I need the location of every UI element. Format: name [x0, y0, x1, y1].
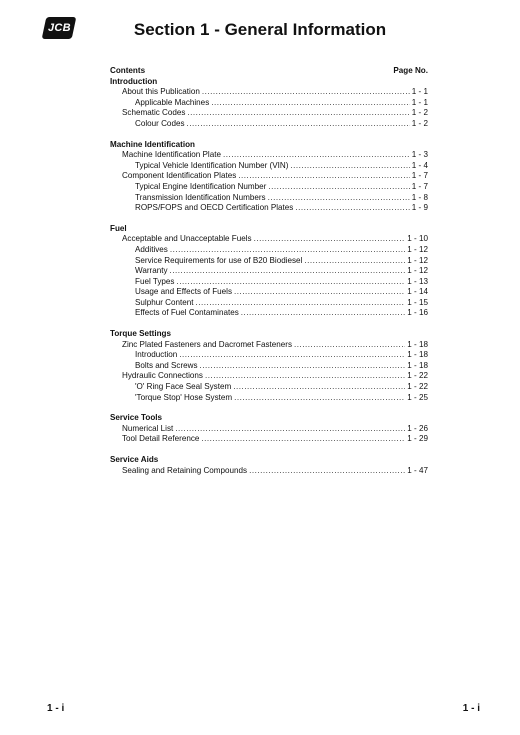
contents-label: Contents	[110, 66, 146, 75]
toc-entry-title: Colour Codes	[135, 118, 185, 128]
toc-dot-leader	[223, 150, 410, 161]
toc-entry[interactable]	[110, 171, 428, 182]
toc-dot-leader	[295, 203, 409, 214]
toc-entry[interactable]	[110, 266, 428, 277]
toc-sections	[110, 77, 428, 477]
toc-dot-leader	[202, 87, 410, 98]
toc-entry[interactable]	[110, 98, 428, 109]
toc-entry-page: 1 - 12	[407, 244, 428, 254]
toc-entry-page: 1 - 10	[407, 234, 428, 244]
toc-entry[interactable]	[110, 340, 428, 351]
toc-dot-leader	[187, 108, 409, 119]
toc-entry-page: 1 - 18	[407, 339, 428, 349]
toc-entry[interactable]	[110, 308, 428, 319]
toc-entry-page: 1 - 12	[407, 255, 428, 265]
footer-page-number-right: 1 - i	[462, 703, 480, 714]
toc-entry-page: 1 - 4	[411, 160, 428, 170]
toc-entry[interactable]	[110, 119, 428, 130]
toc-entry-title: Service Requirements for use of B20 Biodiesel	[135, 255, 303, 265]
toc-section-title: Torque Settings	[110, 329, 172, 339]
toc-entry[interactable]	[110, 87, 428, 98]
toc-entry[interactable]	[110, 298, 428, 309]
toc-dot-leader	[205, 371, 405, 382]
toc-entry-title: Tool Detail Reference	[122, 434, 200, 444]
toc-entry-title: Introduction	[135, 350, 178, 360]
toc-dot-leader	[238, 171, 410, 182]
toc-entry-title: Zinc Plated Fasteners and Dacromet Fasteners	[122, 339, 293, 349]
page-no-label: Page No.	[393, 66, 428, 75]
toc-entry[interactable]	[110, 277, 428, 288]
toc-entry-page: 1 - 7	[411, 181, 428, 191]
toc-entry[interactable]	[110, 245, 428, 256]
toc-entry[interactable]	[110, 108, 428, 119]
toc-dot-leader	[170, 245, 405, 256]
toc-section-title: Fuel	[110, 223, 127, 233]
toc-entry-title: Typical Vehicle Identification Number (VIN)	[135, 160, 289, 170]
toc-entry-page: 1 - 13	[407, 276, 428, 286]
toc-entry-title: Effects of Fuel Contaminates	[135, 308, 239, 318]
toc-entry-page: 1 - 47	[407, 465, 428, 475]
toc-dot-leader	[268, 182, 409, 193]
toc-entry-page: 1 - 29	[407, 434, 428, 444]
footer-page-number-left: 1 - i	[47, 703, 65, 714]
toc-entry-title: About this Publication	[122, 87, 200, 97]
toc-entry[interactable]	[110, 182, 428, 193]
toc-entry-page: 1 - 7	[411, 171, 428, 181]
toc-entry[interactable]	[110, 234, 428, 245]
toc-entry-title: Machine Identification Plate	[122, 150, 221, 160]
toc-entry[interactable]	[110, 361, 428, 372]
toc-entry-title: 'O' Ring Face Seal System	[135, 382, 232, 392]
toc-entry-page: 1 - 8	[411, 192, 428, 202]
toc-entry-title: Usage and Effects of Fuels	[135, 287, 233, 297]
toc-entry[interactable]	[110, 350, 428, 361]
toc-dot-leader	[234, 287, 405, 298]
toc-dot-leader	[241, 308, 406, 319]
toc-entry[interactable]	[110, 466, 428, 477]
toc-section	[110, 413, 428, 445]
toc-dot-leader	[268, 193, 410, 204]
page-title: Section 1 - General Information	[133, 20, 387, 39]
toc-entry-title: Sealing and Retaining Compounds	[122, 465, 248, 475]
toc-entry-page: 1 - 22	[407, 382, 428, 392]
toc-entry[interactable]	[110, 203, 428, 214]
toc-entry-page: 1 - 1	[411, 97, 428, 107]
toc-entry-page: 1 - 1	[411, 87, 428, 97]
toc-dot-leader	[170, 266, 406, 277]
toc-dot-leader	[179, 350, 405, 361]
toc-entry-title: Warranty	[135, 266, 168, 276]
toc-entry-title: Acceptable and Unacceptable Fuels	[122, 234, 252, 244]
toc-entry[interactable]	[110, 393, 428, 404]
toc-entry[interactable]	[110, 382, 428, 393]
toc-section	[110, 224, 428, 319]
toc-dot-leader	[294, 340, 405, 351]
toc-entry[interactable]	[110, 150, 428, 161]
toc-entry-title: 'Torque Stop' Hose System	[135, 392, 233, 402]
toc-section-title: Machine Identification	[110, 139, 195, 149]
toc-entry-page: 1 - 12	[407, 266, 428, 276]
toc-dot-leader	[254, 234, 406, 245]
toc-entry[interactable]	[110, 434, 428, 445]
toc-entry-title: Bolts and Screws	[135, 360, 198, 370]
toc-entry-title: Transmission Identification Numbers	[135, 192, 266, 202]
toc-dot-leader	[234, 393, 405, 404]
toc-entry[interactable]	[110, 256, 428, 267]
toc-section	[110, 77, 428, 130]
toc-dot-leader	[233, 382, 405, 393]
toc-entry-page: 1 - 2	[411, 108, 428, 118]
toc-section-title: Service Tools	[110, 413, 163, 423]
toc-entry-page: 1 - 18	[407, 360, 428, 370]
toc-entry[interactable]	[110, 193, 428, 204]
toc-entry-page: 1 - 3	[411, 150, 428, 160]
table-of-contents	[110, 66, 428, 476]
toc-entry-title: Typical Engine Identification Number	[135, 181, 267, 191]
toc-entry-page: 1 - 22	[407, 371, 428, 381]
toc-entry[interactable]	[110, 424, 428, 435]
toc-entry-page: 1 - 15	[407, 297, 428, 307]
toc-dot-leader	[290, 161, 409, 172]
toc-entry-page: 1 - 2	[411, 118, 428, 128]
toc-dot-leader	[304, 256, 405, 267]
toc-dot-leader	[249, 466, 405, 477]
toc-entry-title: Sulphur Content	[135, 297, 194, 307]
toc-dot-leader	[201, 434, 405, 445]
toc-section-title: Introduction	[110, 76, 158, 86]
toc-entry-title: Applicable Machines	[135, 97, 210, 107]
toc-dot-leader	[196, 298, 406, 309]
toc-dot-leader	[211, 98, 410, 109]
toc-section	[110, 329, 428, 403]
toc-dot-leader	[187, 119, 410, 130]
toc-entry-title: Numerical List	[122, 423, 174, 433]
toc-entry-page: 1 - 18	[407, 350, 428, 360]
toc-entry-page: 1 - 9	[411, 203, 428, 213]
toc-entry-title: Fuel Types	[135, 276, 175, 286]
toc-dot-leader	[176, 277, 405, 288]
toc-entry-title: ROPS/FOPS and OECD Certification Plates	[135, 203, 294, 213]
toc-entry[interactable]	[110, 161, 428, 172]
toc-entry-title: Hydraulic Connections	[122, 371, 203, 381]
toc-entry-page: 1 - 16	[407, 308, 428, 318]
toc-section-title: Service Aids	[110, 455, 159, 464]
toc-dot-leader	[175, 424, 405, 435]
toc-entry[interactable]	[110, 371, 428, 382]
toc-entry-title: Schematic Codes	[122, 108, 186, 118]
toc-entry-page: 1 - 14	[407, 287, 428, 297]
toc-header	[110, 66, 428, 77]
toc-entry-page: 1 - 25	[407, 392, 428, 402]
toc-entry[interactable]	[110, 287, 428, 298]
toc-dot-leader	[200, 361, 406, 372]
toc-section	[110, 455, 428, 476]
toc-entry-page: 1 - 26	[407, 423, 428, 433]
jcb-logo-text: JCB	[47, 22, 71, 34]
toc-entry-title: Additives	[135, 244, 168, 254]
toc-section	[110, 140, 428, 214]
toc-entry-title: Component Identification Plates	[122, 171, 237, 181]
